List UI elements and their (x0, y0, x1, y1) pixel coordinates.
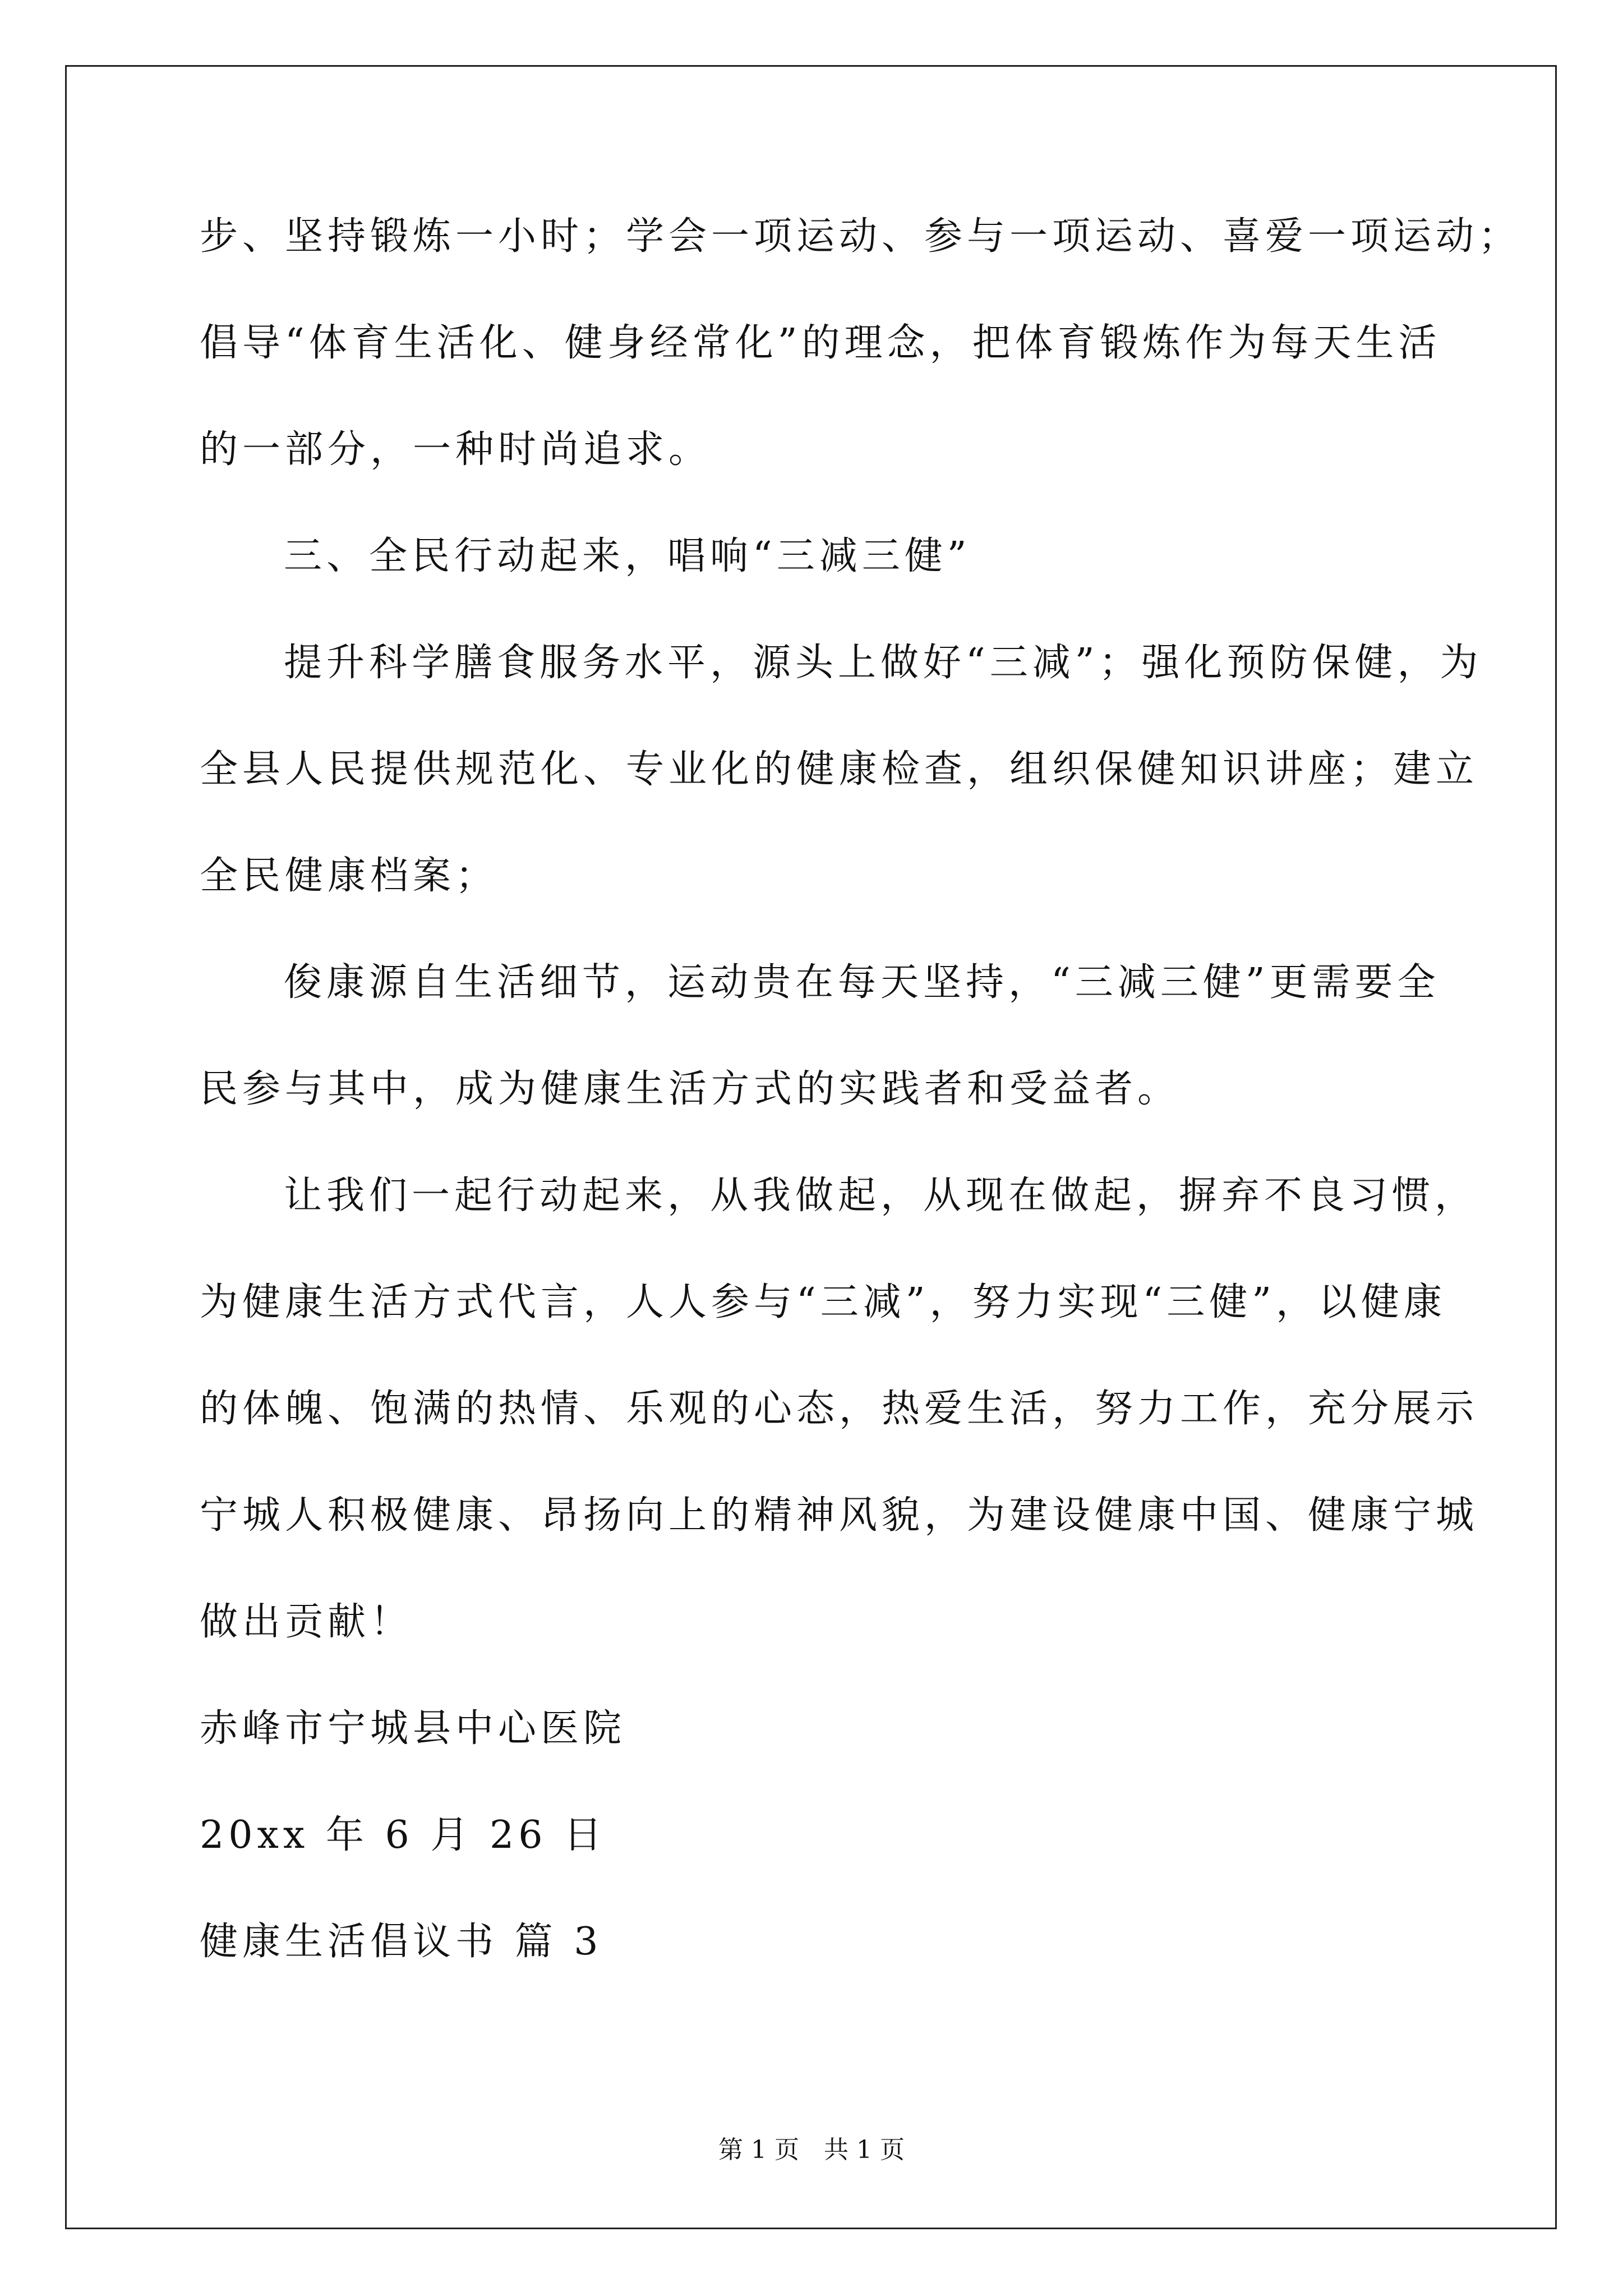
text-line: 全民健康档案； (200, 854, 499, 898)
text-line: 民参与其中，成为健康生活方式的实践者和受益者。 (200, 1067, 1181, 1111)
document-body (200, 214, 1521, 2026)
page-footer: 第 1 页 共 1 页 (718, 2136, 905, 2164)
text-line: 全县人民提供规范化、专业化的健康检查，组织保健知识讲座；建立 (200, 747, 1479, 792)
signature-organization: 赤峰市宁城县中心医院 (200, 1706, 626, 1751)
text-line: 步、坚持锻炼一小时；学会一项运动、参与一项运动、喜爱一项运动； (200, 214, 1521, 259)
text-line: 做出贡献！ (200, 1600, 413, 1644)
text-line: 的一部分，一种时尚追求。 (200, 427, 712, 472)
section-heading: 三、全民行动起来，唱响“三减三健” (284, 534, 971, 578)
text-line: 提升科学膳食服务水平，源头上做好“三减”；强化预防保健，为 (284, 641, 1483, 685)
text-line: 倡导“体育生活化、健身经常化”的理念，把体育锻炼作为每天生活 (200, 321, 1441, 365)
text-line: 宁城人积极健康、昂扬向上的精神风貌，为建设健康中国、健康宁城 (200, 1493, 1479, 1538)
text-line: 为健康生活方式代言，人人参与“三减”，努力实现“三健”，以健康 (200, 1280, 1447, 1324)
text-line: 让我们一起行动起来，从我做起，从现在做起，摒弃不良习惯， (284, 1174, 1478, 1218)
text-line: 俊康源自生活细节，运动贵在每天坚持，“三减三健”更需要全 (284, 960, 1440, 1005)
signature-date: 20xx 年 6 月 26 日 (200, 1813, 607, 1857)
next-section-title: 健康生活倡议书 篇 3 (200, 1920, 603, 1964)
text-line: 的体魄、饱满的热情、乐观的心态，热爱生活，努力工作，充分展示 (200, 1387, 1479, 1431)
